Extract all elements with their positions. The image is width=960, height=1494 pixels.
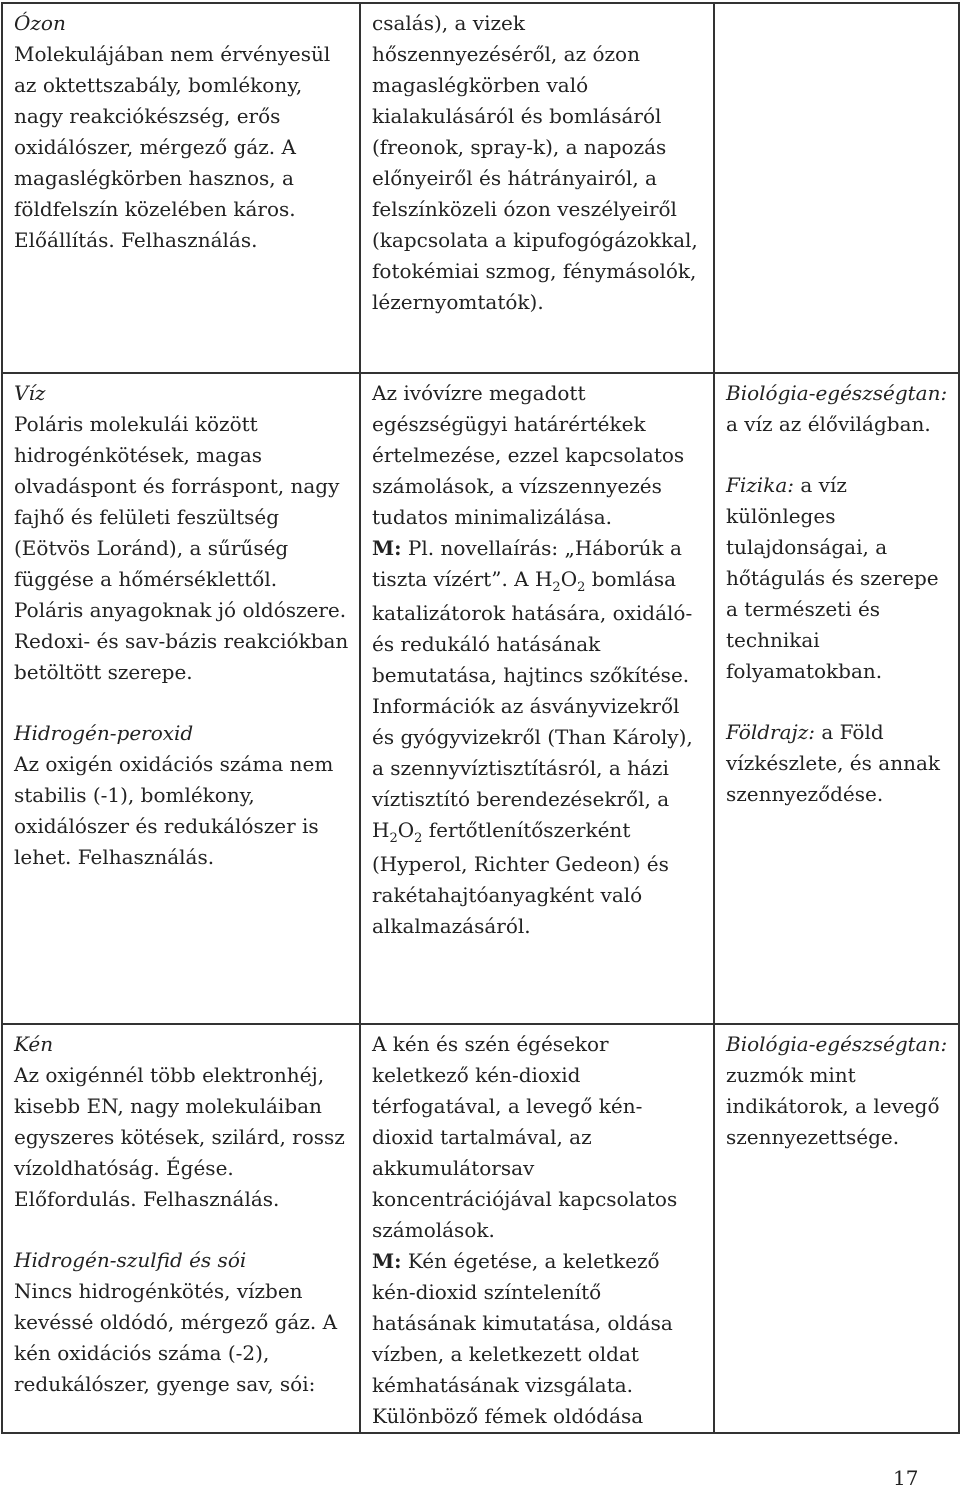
crossref-item: Földrajz: a Föld vízkészlete, és annak szennyeződése. [726, 720, 940, 806]
topic-text: Az oxigén oxidációs száma nem stabilis (-1), bomlékony, oxidálószer és redukálószer is lehet. Felhasználás. [14, 752, 334, 869]
curriculum-table [1, 2, 960, 1434]
topic-block [14, 1245, 349, 1400]
table-row [2, 3, 959, 373]
topic-title: Hidrogén-peroxid [14, 721, 194, 745]
activity-text: Információk az ásványvizekről és gyógyvizekről (Than Károly), a szennyvíztisztításról, a házi víztisztító berendezésekről, a $H_2O_2$ fertőtlenítőszerként (Hyperol, Richter Gedeon) és rakétahajtóanyagként való alkalmazásáról. [372, 694, 693, 938]
topic-cell [2, 373, 360, 1024]
table-row [2, 373, 959, 1024]
topic-text: Az oxigénnél több elektronhéj, kisebb EN, nagy molekuláiban egyszeres kötések, szilárd, rossz vízoldhatóság. Égése. Előfordulás. Felhasználás. [14, 1063, 345, 1211]
crossref-subject: Biológia-egészségtan: [726, 1032, 948, 1056]
crossref-item: Biológia-egészségtan: zuzmók mint indikátorok, a levegő szennyezettsége. [726, 1032, 948, 1149]
activity-cell [360, 3, 714, 373]
activity-text: A kén és szén égésekor keletkező kén-dioxid térfogatával, a levegő kén-dioxid tartalmával, az akkumulátorsav koncentrációjával kapcsolatos számolások. [372, 1032, 678, 1242]
crossref-cell [714, 373, 959, 1024]
topic-title: Ózon [14, 11, 66, 35]
experiment-marker: M: [372, 1249, 402, 1273]
topic-title: Víz [14, 381, 46, 405]
table-row [2, 1024, 959, 1433]
crossref-subject: Fizika: [726, 473, 794, 497]
topic-title: Hidrogén-szulfid és sói [14, 1248, 247, 1272]
activity-text: csalás), a vizek hőszennyezéséről, az ózon magaslégkörben való kialakulásáról és bomlásáról (freonok, spray-k), a napozás előnyeiről és hátrányairól, a felszínközeli ózon veszélyeiről (kapcsolata a kipufogógázokkal, fotokémiai szmog, fénymásolók, lézernyomtatók). [372, 11, 698, 314]
crossref-item: Fizika: a víz különleges tulajdonságai, a hőtágulás és szerepe a természeti és technikai folyamatokban. [726, 473, 939, 683]
topic-block [14, 8, 349, 256]
topic-block [14, 718, 349, 873]
page-number: 17 [893, 1466, 919, 1490]
topic-text: Molekulájában nem érvényesül az oktettszabály, bomlékony, nagy reakciókészség, erős oxidálószer, mérgező gáz. A magaslégkörben hasznos, a földfelszín közelében káros. Előállítás. Felhasználás. [14, 42, 331, 252]
topic-cell [2, 3, 360, 373]
crossref-cell [714, 1024, 959, 1433]
activity-cell [360, 1024, 714, 1433]
activity-cell [360, 373, 714, 1024]
topic-text: Nincs hidrogénkötés, vízben kevéssé oldódó, mérgező gáz. A kén oxidációs száma (-2), redukálószer, gyenge sav, sói: [14, 1279, 338, 1396]
topic-title: Kén [14, 1032, 54, 1056]
crossref-subject: Földrajz: [726, 720, 815, 744]
experiment-text: M: Pl. novellaírás: „Háborúk a tiszta vízért”. A $H_2O_2$ bomlása katalizátorok hatására, oxidáló- és redukáló hatásának bemutatása, hajtincs szőkítése. [372, 536, 693, 687]
topic-text: Poláris molekulái között hidrogénkötések, magas olvadáspont és forráspont, nagy fajhő és felületi feszültség (Eötvös Loránd), a sűrűség függése a hőmérséklettől. Poláris anyagoknak jó oldószere. Redoxi- és sav-bázis reakciókban betöltött szerepe. [14, 412, 349, 684]
activity-text: Különböző fémek oldódása [372, 1404, 644, 1428]
experiment-text: M: Kén égetése, a keletkező kén-dioxid színtelenítő hatásának kimutatása, oldása vízben, a keletkezett oldat kémhatásának vizsgálata. [372, 1249, 673, 1397]
experiment-marker: M: [372, 536, 402, 560]
topic-cell [2, 1024, 360, 1433]
topic-block [14, 1029, 349, 1215]
crossref-cell [714, 3, 959, 373]
activity-text: Az ivóvízre megadott egészségügyi határértékek értelmezése, ezzel kapcsolatos számolások, a vízszennyezés tudatos minimalizálása. [372, 381, 685, 529]
crossref-subject: Biológia-egészségtan: [726, 381, 948, 405]
crossref-item: Biológia-egészségtan: a víz az élővilágban. [726, 381, 948, 436]
topic-block [14, 378, 349, 688]
